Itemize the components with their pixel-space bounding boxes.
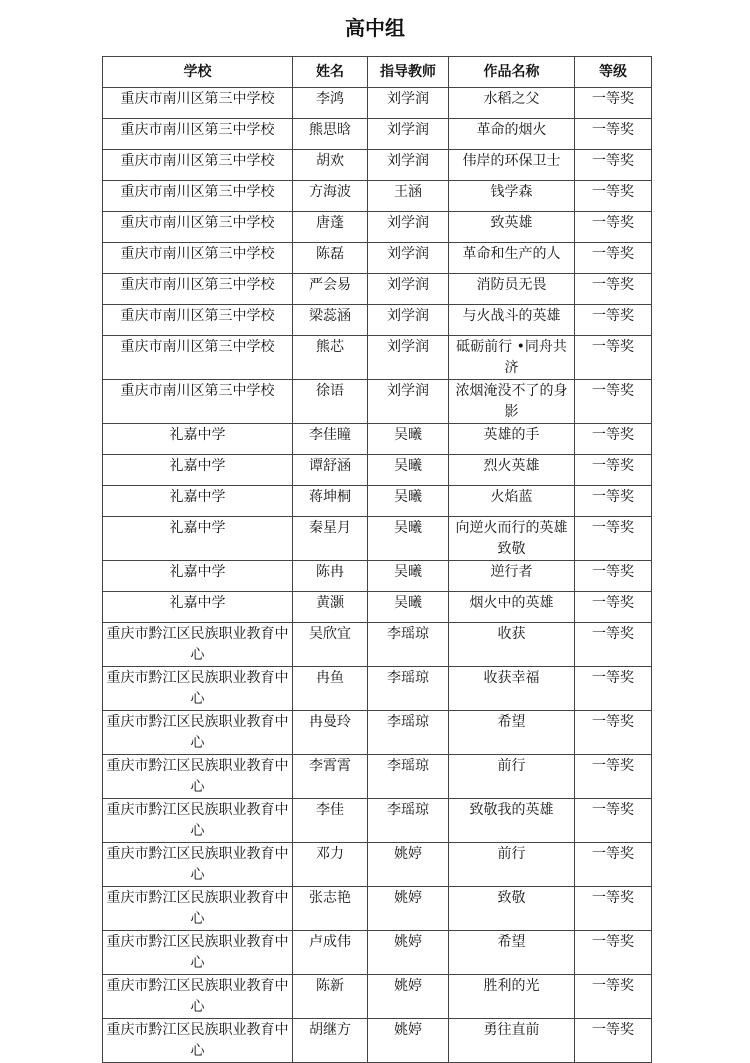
table-row xyxy=(103,517,652,561)
cell-level: 一等奖 xyxy=(575,592,652,623)
cell-work: 收获 xyxy=(449,623,575,667)
cell-teacher: 李瑶琼 xyxy=(368,799,449,843)
cell-name: 谭舒涵 xyxy=(293,455,368,486)
cell-work: 革命的烟火 xyxy=(449,119,575,150)
cell-name: 陈新 xyxy=(293,975,368,1019)
table-row xyxy=(103,274,652,305)
cell-teacher: 吴曦 xyxy=(368,486,449,517)
cell-work: 前行 xyxy=(449,843,575,887)
cell-school: 重庆市南川区第三中学校 xyxy=(103,243,293,274)
cell-name: 陈冉 xyxy=(293,561,368,592)
cell-level: 一等奖 xyxy=(575,799,652,843)
cell-name: 卢成伟 xyxy=(293,931,368,975)
table-header-row xyxy=(103,57,652,88)
cell-level: 一等奖 xyxy=(575,887,652,931)
cell-school: 重庆市黔江区民族职业教育中心 xyxy=(103,887,293,931)
cell-teacher: 姚婷 xyxy=(368,887,449,931)
cell-name: 邓力 xyxy=(293,843,368,887)
cell-teacher: 姚婷 xyxy=(368,975,449,1019)
cell-work: 逆行者 xyxy=(449,561,575,592)
table-row xyxy=(103,119,652,150)
header-level: 等级 xyxy=(575,57,652,88)
table-row xyxy=(103,561,652,592)
table-row xyxy=(103,150,652,181)
cell-name: 徐语 xyxy=(293,380,368,424)
table-row xyxy=(103,305,652,336)
table-row xyxy=(103,380,652,424)
table-row xyxy=(103,931,652,975)
header-work: 作品名称 xyxy=(449,57,575,88)
cell-teacher: 李瑶琼 xyxy=(368,755,449,799)
table-row xyxy=(103,799,652,843)
cell-work: 英雄的手 xyxy=(449,424,575,455)
cell-teacher: 吴曦 xyxy=(368,455,449,486)
cell-school: 重庆市黔江区民族职业教育中心 xyxy=(103,975,293,1019)
cell-level: 一等奖 xyxy=(575,274,652,305)
cell-work: 致敬 xyxy=(449,887,575,931)
header-teacher: 指导教师 xyxy=(368,57,449,88)
cell-school: 重庆市南川区第三中学校 xyxy=(103,88,293,119)
cell-school: 重庆市南川区第三中学校 xyxy=(103,380,293,424)
cell-work: 烈火英雄 xyxy=(449,455,575,486)
cell-work: 水稻之父 xyxy=(449,88,575,119)
table-row xyxy=(103,667,652,711)
cell-name: 陈磊 xyxy=(293,243,368,274)
cell-name: 李佳瞳 xyxy=(293,424,368,455)
cell-name: 黄灏 xyxy=(293,592,368,623)
cell-school: 重庆市黔江区民族职业教育中心 xyxy=(103,799,293,843)
table-row xyxy=(103,455,652,486)
cell-teacher: 姚婷 xyxy=(368,843,449,887)
cell-work: 致敬我的英雄 xyxy=(449,799,575,843)
cell-work: 希望 xyxy=(449,931,575,975)
cell-school: 重庆市黔江区民族职业教育中心 xyxy=(103,1019,293,1063)
cell-level: 一等奖 xyxy=(575,931,652,975)
cell-level: 一等奖 xyxy=(575,150,652,181)
cell-name: 胡继方 xyxy=(293,1019,368,1063)
cell-teacher: 姚婷 xyxy=(368,1019,449,1063)
cell-teacher: 李瑶琼 xyxy=(368,623,449,667)
cell-name: 冉曼玲 xyxy=(293,711,368,755)
cell-teacher: 刘学润 xyxy=(368,305,449,336)
cell-name: 秦星月 xyxy=(293,517,368,561)
cell-teacher: 刘学润 xyxy=(368,380,449,424)
cell-teacher: 王涵 xyxy=(368,181,449,212)
cell-teacher: 刘学润 xyxy=(368,150,449,181)
cell-school: 礼嘉中学 xyxy=(103,561,293,592)
cell-work: 火焰蓝 xyxy=(449,486,575,517)
cell-work: 消防员无畏 xyxy=(449,274,575,305)
cell-teacher: 刘学润 xyxy=(368,88,449,119)
cell-school: 礼嘉中学 xyxy=(103,517,293,561)
header-school: 学校 xyxy=(103,57,293,88)
cell-name: 蒋坤桐 xyxy=(293,486,368,517)
cell-teacher: 刘学润 xyxy=(368,336,449,380)
cell-level: 一等奖 xyxy=(575,88,652,119)
cell-level: 一等奖 xyxy=(575,119,652,150)
cell-level: 一等奖 xyxy=(575,181,652,212)
table-row xyxy=(103,623,652,667)
cell-level: 一等奖 xyxy=(575,843,652,887)
cell-work: 希望 xyxy=(449,711,575,755)
cell-teacher: 吴曦 xyxy=(368,424,449,455)
table-row xyxy=(103,711,652,755)
cell-school: 礼嘉中学 xyxy=(103,424,293,455)
cell-teacher: 李瑶琼 xyxy=(368,711,449,755)
cell-school: 礼嘉中学 xyxy=(103,486,293,517)
cell-level: 一等奖 xyxy=(575,667,652,711)
table-row xyxy=(103,1019,652,1063)
cell-teacher: 吴曦 xyxy=(368,561,449,592)
cell-school: 重庆市黔江区民族职业教育中心 xyxy=(103,931,293,975)
cell-level: 一等奖 xyxy=(575,455,652,486)
cell-teacher: 刘学润 xyxy=(368,119,449,150)
cell-work: 砥砺前行 •同舟共济 xyxy=(449,336,575,380)
cell-work: 伟岸的环保卫士 xyxy=(449,150,575,181)
cell-school: 重庆市黔江区民族职业教育中心 xyxy=(103,623,293,667)
cell-name: 李佳 xyxy=(293,799,368,843)
cell-name: 李霄霄 xyxy=(293,755,368,799)
cell-school: 重庆市南川区第三中学校 xyxy=(103,181,293,212)
cell-name: 胡欢 xyxy=(293,150,368,181)
cell-school: 重庆市黔江区民族职业教育中心 xyxy=(103,711,293,755)
cell-level: 一等奖 xyxy=(575,243,652,274)
cell-level: 一等奖 xyxy=(575,486,652,517)
cell-work: 勇往直前 xyxy=(449,1019,575,1063)
cell-level: 一等奖 xyxy=(575,424,652,455)
cell-name: 唐蓬 xyxy=(293,212,368,243)
cell-teacher: 刘学润 xyxy=(368,243,449,274)
cell-level: 一等奖 xyxy=(575,1019,652,1063)
cell-teacher: 姚婷 xyxy=(368,931,449,975)
cell-teacher: 吴曦 xyxy=(368,517,449,561)
cell-name: 熊思晗 xyxy=(293,119,368,150)
cell-level: 一等奖 xyxy=(575,517,652,561)
header-name: 姓名 xyxy=(293,57,368,88)
cell-work: 收获幸福 xyxy=(449,667,575,711)
table-row xyxy=(103,424,652,455)
cell-school: 重庆市南川区第三中学校 xyxy=(103,336,293,380)
cell-level: 一等奖 xyxy=(575,623,652,667)
cell-teacher: 李瑶琼 xyxy=(368,667,449,711)
page-title: 高中组 xyxy=(345,16,405,40)
cell-level: 一等奖 xyxy=(575,212,652,243)
cell-level: 一等奖 xyxy=(575,305,652,336)
cell-work: 与火战斗的英雄 xyxy=(449,305,575,336)
table-body xyxy=(103,88,652,1063)
cell-school: 重庆市黔江区民族职业教育中心 xyxy=(103,667,293,711)
cell-name: 张志艳 xyxy=(293,887,368,931)
cell-level: 一等奖 xyxy=(575,380,652,424)
cell-name: 冉鱼 xyxy=(293,667,368,711)
cell-school: 重庆市南川区第三中学校 xyxy=(103,212,293,243)
cell-school: 重庆市南川区第三中学校 xyxy=(103,150,293,181)
cell-work: 浓烟淹没不了的身影 xyxy=(449,380,575,424)
cell-work: 前行 xyxy=(449,755,575,799)
cell-work: 革命和生产的人 xyxy=(449,243,575,274)
cell-school: 重庆市黔江区民族职业教育中心 xyxy=(103,843,293,887)
cell-teacher: 吴曦 xyxy=(368,592,449,623)
cell-level: 一等奖 xyxy=(575,561,652,592)
table-row xyxy=(103,592,652,623)
cell-name: 熊芯 xyxy=(293,336,368,380)
table-row xyxy=(103,243,652,274)
table-row xyxy=(103,887,652,931)
table-row xyxy=(103,755,652,799)
cell-teacher: 刘学润 xyxy=(368,212,449,243)
table-row xyxy=(103,336,652,380)
cell-school: 重庆市黔江区民族职业教育中心 xyxy=(103,755,293,799)
cell-work: 向逆火而行的英雄致敬 xyxy=(449,517,575,561)
table-row xyxy=(103,975,652,1019)
cell-level: 一等奖 xyxy=(575,755,652,799)
cell-school: 礼嘉中学 xyxy=(103,592,293,623)
cell-level: 一等奖 xyxy=(575,711,652,755)
cell-level: 一等奖 xyxy=(575,336,652,380)
cell-work: 致英雄 xyxy=(449,212,575,243)
cell-level: 一等奖 xyxy=(575,975,652,1019)
cell-name: 严会易 xyxy=(293,274,368,305)
table-row xyxy=(103,843,652,887)
cell-teacher: 刘学润 xyxy=(368,274,449,305)
table-row xyxy=(103,88,652,119)
cell-school: 重庆市南川区第三中学校 xyxy=(103,305,293,336)
awards-table xyxy=(102,56,652,1063)
cell-name: 梁蕊涵 xyxy=(293,305,368,336)
cell-school: 礼嘉中学 xyxy=(103,455,293,486)
cell-work: 胜利的光 xyxy=(449,975,575,1019)
cell-school: 重庆市南川区第三中学校 xyxy=(103,119,293,150)
cell-school: 重庆市南川区第三中学校 xyxy=(103,274,293,305)
table-row xyxy=(103,212,652,243)
cell-name: 李鸿 xyxy=(293,88,368,119)
cell-name: 方海波 xyxy=(293,181,368,212)
cell-name: 吴欣宜 xyxy=(293,623,368,667)
table-row xyxy=(103,181,652,212)
cell-work: 烟火中的英雄 xyxy=(449,592,575,623)
table-row xyxy=(103,486,652,517)
cell-work: 钱学森 xyxy=(449,181,575,212)
